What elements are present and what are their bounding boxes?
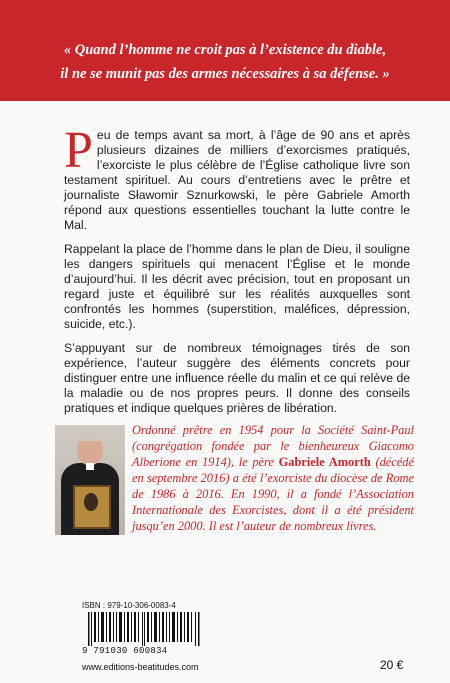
quote-line-2: il ne se munit pas des armes nécessaires à sa défense. » <box>60 66 390 82</box>
paragraph-1-text: eu de temps avant sa mort, à l’âge de 90 ans et après plusieurs dizaines de milliers d’exorcismes pratiqués, l’exorciste le plus célèbre de l’Église catholique livre son testament spirituel. Au cours d’entretiens avec le prêtre et journaliste Sławomir Sznurkowski, le père Gabriele Amorth répond aux questions essentielles touchant la lutte contre le Mal. <box>64 128 410 232</box>
barcode <box>88 612 200 646</box>
photo-hair <box>77 433 103 441</box>
bio-part-2: (décédé en septembre 2016) a été l’exorciste du diocèse de Rome de 1986 à 2016. En 1990, il a fondé l’Association Internationale des Exorcistes, dont il a été président jusqu’en 2000. Il est l’auteur de nombreux livres. <box>132 455 414 533</box>
isbn-text: ISBN : 979-10-306-0083-4 <box>82 601 176 610</box>
author-bio <box>132 422 414 534</box>
drop-cap: P <box>64 122 93 179</box>
price: 20 € <box>380 658 404 672</box>
quote-line-1: « Quand l’homme ne croit pas à l’existence du diable, <box>63 42 387 58</box>
back-cover-text <box>64 122 410 425</box>
barcode-digits: 9 791030 600834 <box>82 646 168 656</box>
paragraph-1 <box>64 122 410 233</box>
paragraph-3: S’appuyant sur de nombreux témoignages tirés de son expérience, l’auteur suggère des éléments concrets pour distinguer entre une influence réelle du malin et ce qui relève de la maladie ou de nos propres peurs. Il donne des conseils pratiques et indique quelques prières de libération. <box>64 341 410 415</box>
publisher-website: www.editions-beatitudes.com <box>82 662 199 672</box>
cover-quote <box>20 38 430 86</box>
bio-part-1: Ordonné prêtre en 1954 pour la Société Saint-Paul (congrégation fondée par le bienheureux Giacomo Alberione en 1914), le père <box>132 423 414 469</box>
author-photo <box>55 425 125 535</box>
quote-banner <box>0 0 450 101</box>
photo-collar <box>86 463 94 470</box>
paragraph-2: Rappelant la place de l’homme dans le plan de Dieu, il souligne les dangers spirituels qui menacent l’Église et le monde d’aujourd’hui. Il les décrit avec précision, tout en proposant un regard juste et équilibré sur les réalités auxquelles sont confrontés les hommes (superstition, maléfices, dépression, suicide, etc.). <box>64 242 410 331</box>
author-name: Gabriele Amorth <box>278 455 371 469</box>
held-icon-image <box>73 485 111 529</box>
